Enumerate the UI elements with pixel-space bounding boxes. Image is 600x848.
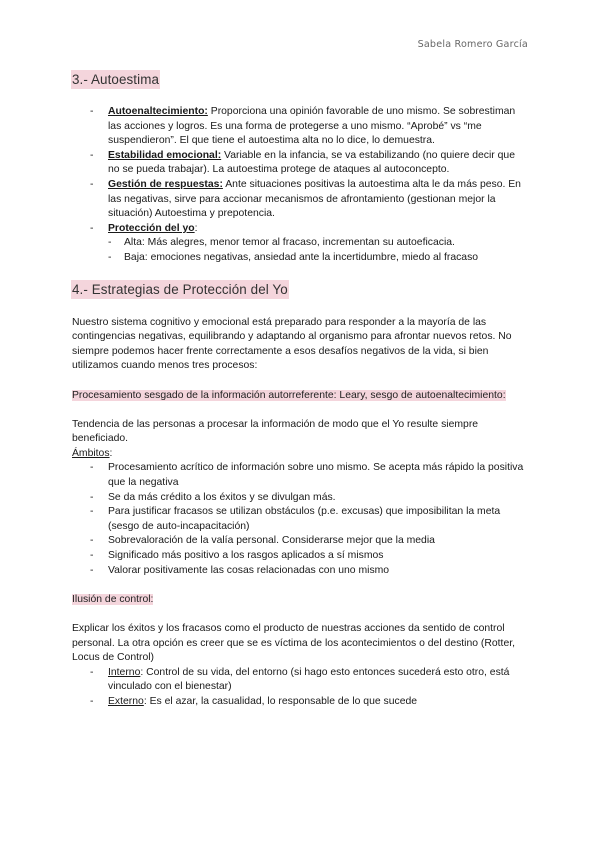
list-item xyxy=(72,695,528,710)
item-text: : Control de su vida, del entorno (si hago esto entonces sucederá esto otro, está vinculado con el bienestar) xyxy=(108,666,510,693)
list-item xyxy=(72,105,528,149)
item-text: Proporciona una opinión favorable de uno mismo. Se sobrestiman las acciones y logros. Es una forma de protegerse a uno mismo. “Aprobé” vs “me suspendieron”. El que tiene el autoestima alta no lo dice, lo demuestra. xyxy=(108,106,516,147)
term-label: Interno xyxy=(108,666,141,678)
subheading-ilusion-control: Ilusión de control: xyxy=(72,593,154,605)
term-label: Externo xyxy=(108,695,144,707)
item-text: Variable en la infancia, se va estabilizando (no quiere decir que no se pueda trabajar). La autoestima protege de ataques al autoconcepto. xyxy=(108,149,515,176)
section-4-intro: Nuestro sistema cognitivo y emocional está preparado para responder a la mayoría de las contingencias negativas, equilibrando y adaptando al organismo para afrontar nuevos retos. No siempre podemos hacer frente correctamente a esos desafíos negativos de la vida, si bien utilizamos cuando menos tres procesos: xyxy=(72,316,512,372)
list-item xyxy=(72,178,528,222)
item-text: : Es el azar, la casualidad, lo responsable de lo que sucede xyxy=(143,695,418,707)
procesamiento-text: Tendencia de las personas a procesar la información de modo que el Yo resulte siempre beneficiado. xyxy=(72,418,479,445)
list-item: - Significado más positivo a los rasgos aplicados a sí mismos xyxy=(72,549,528,564)
subheading-procesamiento: Procesamiento sesgado de la información autorreferente: Leary, sesgo de autoenaltecimiento: xyxy=(72,389,506,401)
list-item: - Sobrevaloración de la valía personal. Considerarse mejor que la media xyxy=(72,534,528,549)
list-item xyxy=(72,666,528,695)
term-label: Protección del yo xyxy=(108,222,195,234)
proteccion-sublist xyxy=(72,236,528,265)
list-item: - Valorar positivamente las cosas relacionadas con uno mismo xyxy=(72,564,528,579)
term-label: Autoenaltecimiento: xyxy=(108,106,208,117)
section-4-title: 4.- Estrategias de Protección del Yo xyxy=(72,281,288,297)
autoestima-list xyxy=(72,105,528,266)
term-label: Estabilidad emocional: xyxy=(108,149,222,161)
list-item xyxy=(72,222,528,266)
control-list xyxy=(72,666,528,710)
list-item: - Procesamiento acrítico de información sobre uno mismo. Se acepta más rápido la positiva que la negativa xyxy=(72,461,528,490)
ambitos-label: Ámbitos xyxy=(72,447,110,459)
list-item: - Se da más crédito a los éxitos y se divulgan más. xyxy=(72,491,528,506)
list-item xyxy=(72,149,528,178)
ambitos-list xyxy=(72,461,528,578)
author-name: Sabela Romero García xyxy=(417,39,528,50)
ambitos-colon: : xyxy=(109,447,113,459)
section-3-title: 3.- Autoestima xyxy=(72,72,159,87)
item-text: Ante situaciones positivas la autoestima alta le da más peso. En las negativas, sirve para accionar mecanismos de afrontamiento (gestionan mejor la situación) Autoestima y prepotencia. xyxy=(108,178,521,220)
document-page xyxy=(72,70,528,710)
ilusion-control-text: Explicar los éxitos y los fracasos como el producto de nuestras acciones da sentido de control personal. La otra opción es creer que se es víctima de los acontecimientos o del destino (Rotter, Locus de Control) xyxy=(72,623,515,664)
sub-list-item: - Alta: Más alegres, menor temor al fracaso, incrementan su autoeficacia. xyxy=(72,236,528,251)
term-label: Gestión de respuestas: xyxy=(108,178,223,190)
sub-list-item: - Baja: emociones negativas, ansiedad ante la incertidumbre, miedo al fracaso xyxy=(72,251,528,266)
list-item: - Para justificar fracasos se utilizan obstáculos (p.e. excusas) que imposibilitan la meta (sesgo de auto-incapacitación) xyxy=(72,505,528,534)
item-text: : xyxy=(194,222,198,234)
